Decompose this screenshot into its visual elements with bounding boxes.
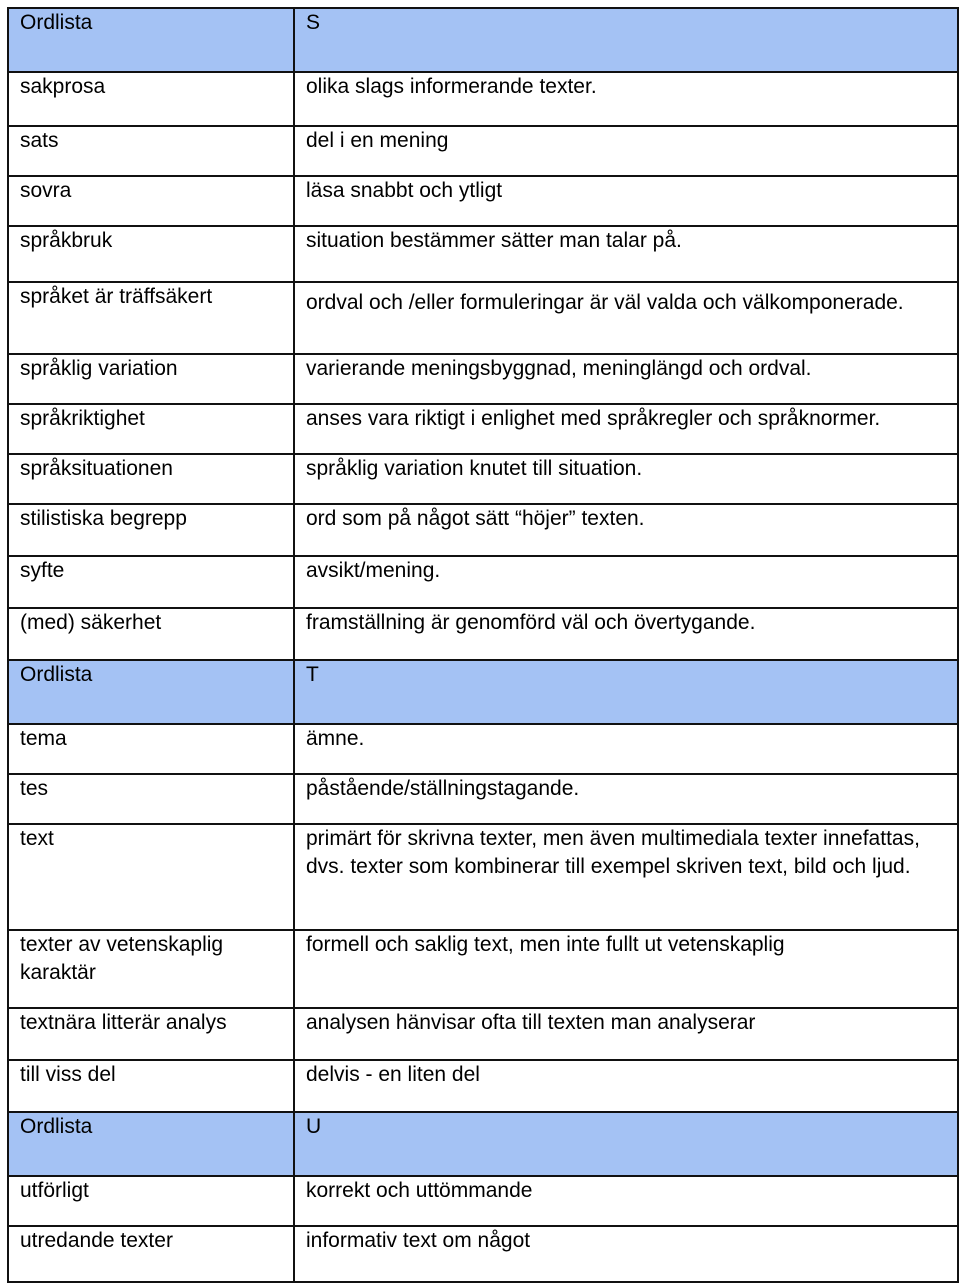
glossary-table [7, 7, 959, 1283]
term: språket är träffsäkert [8, 282, 294, 354]
term: sats [8, 126, 294, 176]
glossary-row [8, 556, 958, 608]
section-letter: T [294, 660, 958, 724]
definition: situation bestämmer sätter man talar på. [294, 226, 958, 282]
glossary-row [8, 724, 958, 774]
definition: avsikt/mening. [294, 556, 958, 608]
glossary-row [8, 404, 958, 454]
term: tema [8, 724, 294, 774]
term: sovra [8, 176, 294, 226]
section-header-u [8, 1112, 958, 1176]
term: språkbruk [8, 226, 294, 282]
definition: läsa snabbt och ytligt [294, 176, 958, 226]
glossary-row [8, 774, 958, 824]
definition: del i en mening [294, 126, 958, 176]
section-title: Ordlista [8, 660, 294, 724]
section-letter: U [294, 1112, 958, 1176]
glossary-body [8, 8, 958, 1282]
glossary-row [8, 608, 958, 660]
definition: analysen hänvisar ofta till texten man analyserar [294, 1008, 958, 1060]
definition: korrekt och uttömmande [294, 1176, 958, 1226]
term: text [8, 824, 294, 930]
definition: påstående/ställningstagande. [294, 774, 958, 824]
glossary-row [8, 824, 958, 930]
term: språksituationen [8, 454, 294, 504]
term: till viss del [8, 1060, 294, 1112]
term: stilistiska begrepp [8, 504, 294, 556]
term: syfte [8, 556, 294, 608]
glossary-row [8, 454, 958, 504]
definition: olika slags informerande texter. [294, 72, 958, 126]
glossary-row [8, 176, 958, 226]
section-letter: S [294, 8, 958, 72]
glossary-row [8, 126, 958, 176]
definition: informativ text om något [294, 1226, 958, 1282]
term: tes [8, 774, 294, 824]
definition: ord som på något sätt “höjer” texten. [294, 504, 958, 556]
definition: ämne. [294, 724, 958, 774]
definition: formell och saklig text, men inte fullt ut vetenskaplig [294, 930, 958, 1008]
glossary-row [8, 282, 958, 354]
definition: språklig variation knutet till situation. [294, 454, 958, 504]
section-header-t [8, 660, 958, 724]
definition: primärt för skrivna texter, men även multimediala texter innefattas, dvs. texter som kombinerar till exempel skriven text, bild och ljud. [294, 824, 958, 930]
term: (med) säkerhet [8, 608, 294, 660]
glossary-row [8, 72, 958, 126]
glossary-row [8, 1060, 958, 1112]
glossary-row [8, 354, 958, 404]
term: utförligt [8, 1176, 294, 1226]
glossary-row [8, 1176, 958, 1226]
term: språklig variation [8, 354, 294, 404]
glossary-row [8, 1226, 958, 1282]
term: utredande texter [8, 1226, 294, 1282]
glossary-row [8, 930, 958, 1008]
glossary-row [8, 226, 958, 282]
definition: varierande meningsbyggnad, meninglängd och ordval. [294, 354, 958, 404]
term: sakprosa [8, 72, 294, 126]
section-header-s [8, 8, 958, 72]
glossary-row [8, 504, 958, 556]
definition: ordval och /eller formuleringar är väl valda och välkomponerade. [294, 282, 958, 354]
definition: anses vara riktigt i enlighet med språkregler och språknormer. [294, 404, 958, 454]
glossary-row [8, 1008, 958, 1060]
term: språkriktighet [8, 404, 294, 454]
definition: delvis - en liten del [294, 1060, 958, 1112]
term: textnära litterär analys [8, 1008, 294, 1060]
definition: framställning är genomförd väl och övertygande. [294, 608, 958, 660]
term: texter av vetenskaplig karaktär [8, 930, 294, 1008]
section-title: Ordlista [8, 1112, 294, 1176]
section-title: Ordlista [8, 8, 294, 72]
